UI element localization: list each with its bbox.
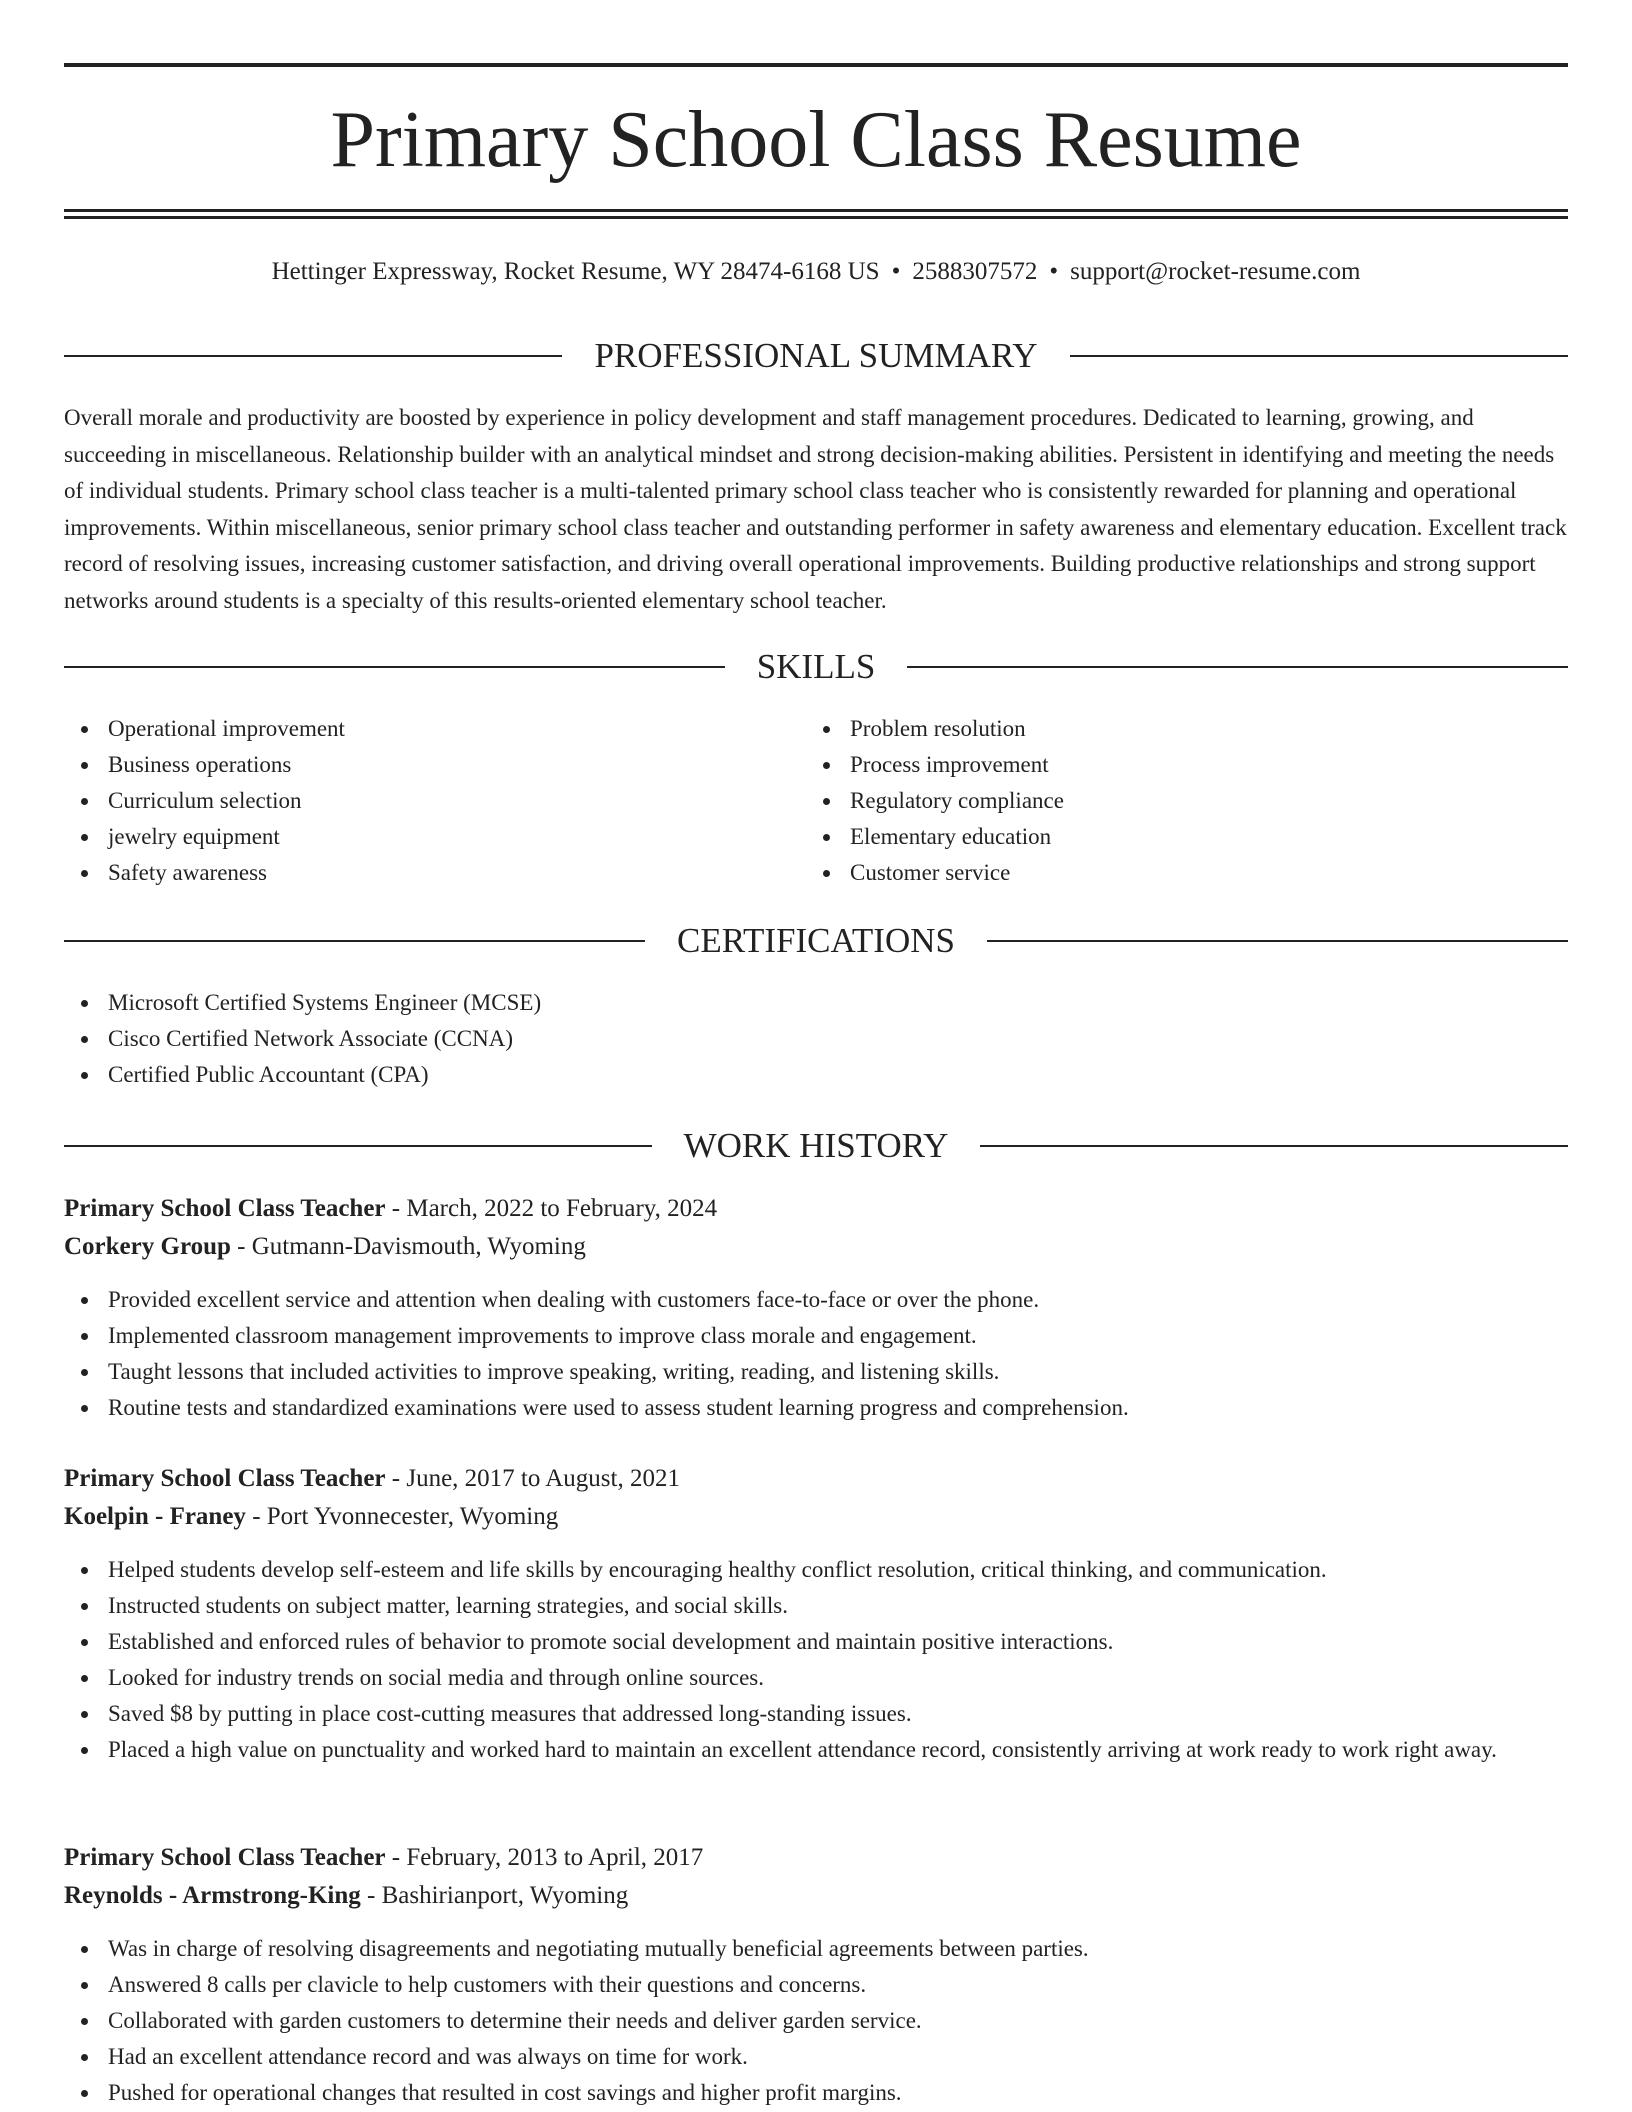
skill-item: Safety awareness: [64, 855, 345, 891]
job-bullet: Saved $8 by putting in place cost-cutting measures that addressed long-standing issues.: [64, 1696, 1568, 1732]
job-title-line: [64, 1839, 1568, 1877]
job-title: Primary School Class Teacher: [64, 1195, 386, 1222]
contact-email: support@rocket-resume.com: [1070, 258, 1361, 285]
job-bullet: Placed a high value on punctuality and worked hard to maintain an excellent attendance record, consistently arriving at work ready to work right away.: [64, 1732, 1568, 1768]
job-bullets: [64, 1931, 1568, 2111]
job-bullet: Taught lessons that included activities to improve speaking, writing, reading, and listening skills.: [64, 1354, 1568, 1390]
certifications-title: CERTIFICATIONS: [677, 921, 955, 960]
contact-line: [64, 255, 1568, 289]
heading-rule-left: [64, 355, 562, 357]
skill-item: Business operations: [64, 747, 345, 783]
job-bullets: [64, 1282, 1568, 1426]
summary-heading: [64, 334, 1568, 378]
job-location: - Port Yvonnecester, Wyoming: [245, 1503, 559, 1530]
resume-name: Primary School Class Resume: [330, 96, 1302, 184]
job-dates: - June, 2017 to August, 2021: [385, 1465, 680, 1492]
contact-separator: •: [891, 258, 901, 285]
skills-heading: [64, 645, 1568, 689]
job-company: Koelpin - Franey: [64, 1503, 246, 1530]
skills-list-left: [64, 711, 345, 891]
heading-rule-left: [64, 666, 725, 668]
skill-item: Process improvement: [806, 747, 1064, 783]
job-entry: [64, 1190, 1568, 1426]
job-bullet: Provided excellent service and attention when dealing with customers face-to-face or over the phone.: [64, 1282, 1568, 1318]
skill-item: Curriculum selection: [64, 783, 345, 819]
contact-separator: •: [1049, 258, 1059, 285]
certifications-list: [64, 985, 541, 1093]
job-dates: - February, 2013 to April, 2017: [385, 1844, 704, 1871]
work-history-heading: [64, 1124, 1568, 1168]
job-bullet: Implemented classroom management improvements to improve class morale and engagement.: [64, 1318, 1568, 1354]
certifications-heading: [64, 919, 1568, 963]
job-bullet: Answered 8 calls per clavicle to help customers with their questions and concerns.: [64, 1967, 1568, 2003]
skills-list-right: [806, 711, 1064, 891]
work-history-title: WORK HISTORY: [683, 1126, 949, 1165]
contact-address: Hettinger Expressway, Rocket Resume, WY 28474-6168 US: [271, 258, 880, 285]
heading-rule-left: [64, 940, 645, 942]
job-bullet: Instructed students on subject matter, learning strategies, and social skills.: [64, 1588, 1568, 1624]
skill-item: Operational improvement: [64, 711, 345, 747]
job-company-line: [64, 1228, 1568, 1266]
contact-phone: 2588307572: [912, 258, 1038, 285]
skill-item: Elementary education: [806, 819, 1064, 855]
job-bullet: Helped students develop self-esteem and life skills by encouraging healthy conflict resolution, critical thinking, and communication.: [64, 1552, 1568, 1588]
header-rule-lower: [64, 216, 1568, 219]
job-title: Primary School Class Teacher: [64, 1465, 386, 1492]
heading-rule-left: [64, 1145, 652, 1147]
heading-rule-right: [980, 1145, 1568, 1147]
certification-item: Microsoft Certified Systems Engineer (MCSE): [64, 985, 541, 1021]
job-bullet: Was in charge of resolving disagreements and negotiating mutually beneficial agreements between parties.: [64, 1931, 1568, 1967]
job-title: Primary School Class Teacher: [64, 1844, 386, 1871]
heading-rule-right: [907, 666, 1568, 668]
job-location: - Bashirianport, Wyoming: [360, 1882, 629, 1909]
job-bullet: Pushed for operational changes that resulted in cost savings and higher profit margins.: [64, 2075, 1568, 2111]
job-company-line: [64, 1498, 1568, 1536]
job-bullets: [64, 1552, 1568, 1768]
skill-item: jewelry equipment: [64, 819, 345, 855]
job-company: Reynolds - Armstrong-King: [64, 1882, 361, 1909]
job-bullet: Routine tests and standardized examinations were used to assess student learning progress and comprehension.: [64, 1390, 1568, 1426]
job-bullet: Looked for industry trends on social media and through online sources.: [64, 1660, 1568, 1696]
job-title-line: [64, 1460, 1568, 1498]
summary-title: PROFESSIONAL SUMMARY: [594, 336, 1038, 375]
job-company-line: [64, 1877, 1568, 1915]
skills-title: SKILLS: [756, 647, 876, 686]
heading-rule-right: [1070, 355, 1568, 357]
job-title-line: [64, 1190, 1568, 1228]
header-rule-upper: [64, 209, 1568, 212]
job-location: - Gutmann-Davismouth, Wyoming: [230, 1233, 586, 1260]
top-rule: [64, 63, 1568, 67]
heading-rule-right: [987, 940, 1568, 942]
job-company: Corkery Group: [64, 1233, 231, 1260]
job-bullet: Established and enforced rules of behavior to promote social development and maintain positive interactions.: [64, 1624, 1568, 1660]
skill-item: Customer service: [806, 855, 1064, 891]
job-entry: [64, 1839, 1568, 2111]
certification-item: Cisco Certified Network Associate (CCNA): [64, 1021, 541, 1057]
job-bullet: Collaborated with garden customers to determine their needs and deliver garden service.: [64, 2003, 1568, 2039]
summary-text: Overall morale and productivity are boosted by experience in policy development and staff management procedures. Dedicated to learning, growing, and succeeding in miscellaneous. Relationship builder with an analytical mindset and strong decision-making abilities. Persistent in identifying and meeting the needs of individual students. Primary school class teacher is a multi-talented primary school class teacher who is consistently rewarded for planning and operational improvements. Within miscellaneous, senior primary school class teacher and outstanding performer in safety awareness and elementary education. Excellent track record of resolving issues, increasing customer satisfaction, and driving overall operational improvements. Building productive relationships and strong support networks around students is a specialty of this results-oriented elementary school teacher.: [64, 405, 1567, 613]
skill-item: Problem resolution: [806, 711, 1064, 747]
skill-item: Regulatory compliance: [806, 783, 1064, 819]
certification-item: Certified Public Accountant (CPA): [64, 1057, 541, 1093]
job-dates: - March, 2022 to February, 2024: [385, 1195, 718, 1222]
job-entry: [64, 1460, 1568, 1768]
job-bullet: Had an excellent attendance record and was always on time for work.: [64, 2039, 1568, 2075]
